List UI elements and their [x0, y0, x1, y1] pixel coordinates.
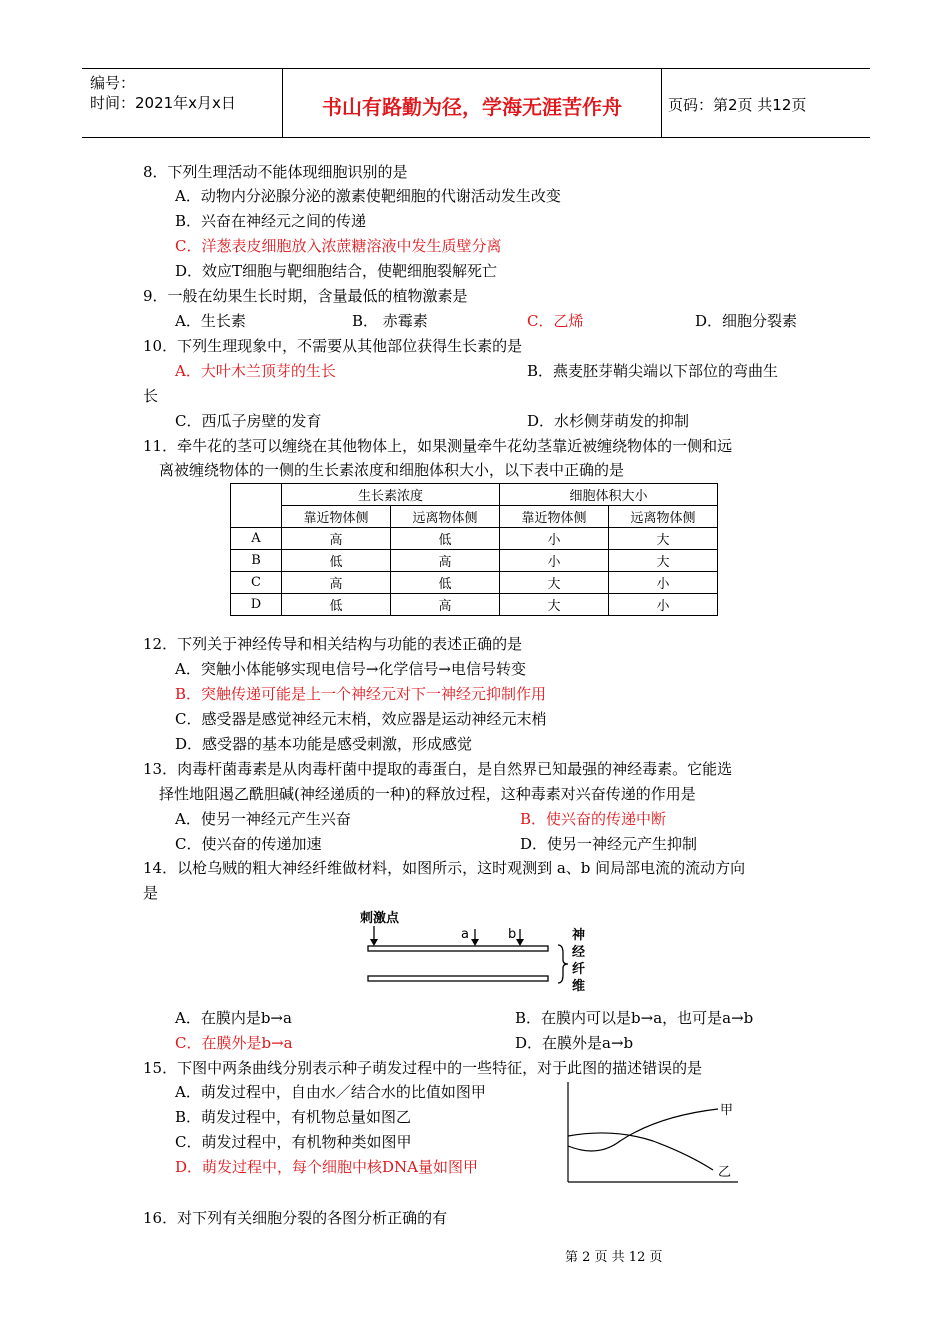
fiber-label-char: 维 — [572, 979, 586, 994]
table-cell: 低 — [282, 594, 391, 616]
table-subheader: 靠近物体侧 — [282, 506, 391, 528]
q15-option-d: D．萌发过程中，每个细胞中核DNA量如图甲 — [175, 1158, 479, 1176]
header-motto-cell — [283, 69, 662, 137]
q8-option-d: D．效应T细胞与靶细胞结合，使靶细胞裂解死亡 — [175, 262, 498, 280]
table-cell: 低 — [391, 528, 500, 550]
page-footer: 第 2 页 共 12 页 — [565, 1250, 663, 1265]
q13-option-d: D．使另一神经元产生抑制 — [520, 835, 698, 853]
q10-stem: 10．下列生理现象中，不需要从其他部位获得生长素的是 — [143, 337, 523, 355]
table-cell: C — [231, 572, 282, 594]
table-cell: 低 — [282, 550, 391, 572]
q9-stem: 9．一般在幼果生长时期，含量最低的植物激素是 — [143, 287, 468, 305]
q8-option-b: B．兴奋在神经元之间的传递 — [175, 212, 367, 230]
table-cell: 大 — [609, 528, 718, 550]
table-row — [231, 572, 718, 594]
page-label: 页码：第2页 共12页 — [668, 96, 807, 114]
point-a-arrowhead — [471, 939, 479, 946]
q15-stem: 15．下图中两条曲线分别表示种子萌发过程中的一些特征，对于此图的描述错误的是 — [143, 1059, 703, 1077]
serial-label: 编号： — [90, 74, 136, 92]
stimulus-arrowhead — [370, 939, 378, 946]
table-cell: 小 — [609, 594, 718, 616]
motto: 书山有路勤为径，学海无涯苦作舟 — [322, 95, 622, 119]
point-b-label: b — [508, 927, 517, 942]
q13-option-a: A．使另一神经元产生兴奋 — [175, 810, 351, 828]
table-cell: A — [231, 528, 282, 550]
table-cell: 高 — [282, 572, 391, 594]
q14-option-a: A．在膜内是b→a — [175, 1009, 292, 1027]
q10-option-d: D．水杉侧芽萌发的抑制 — [527, 412, 690, 430]
q12-option-d: D．感受器的基本功能是感受刺激，形成感觉 — [175, 735, 473, 753]
q9-option-d: D．细胞分裂素 — [695, 312, 798, 330]
table-cell: 高 — [391, 550, 500, 572]
q10-option-c: C．西瓜子房壁的发育 — [175, 412, 322, 430]
point-b-arrowhead — [516, 939, 524, 946]
fiber-label-char: 神 — [572, 928, 586, 943]
table-cell: 大 — [500, 594, 609, 616]
q9-option-c: C．乙烯 — [527, 312, 584, 330]
nerve-fiber-diagram — [358, 905, 598, 995]
table-group-header: 生长素浓度 — [282, 484, 500, 506]
q15-option-c: C．萌发过程中，有机物种类如图甲 — [175, 1133, 412, 1151]
table-cell: 低 — [391, 572, 500, 594]
q13-stem-1: 13．肉毒杆菌毒素是从肉毒杆菌中提取的毒蛋白，是自然界已知最强的神经毒素。它能选 — [143, 760, 733, 778]
q13-option-b: B．使兴奋的传递中断 — [520, 810, 667, 828]
q14-stem-2: 是 — [143, 884, 159, 902]
stimulus-point-label: 刺激点 — [360, 911, 400, 926]
q14-stem-1: 14．以枪乌贼的粗大神经纤维做材料，如图所示，这时观测到 a、b 间局部电流的流动方向 — [143, 859, 746, 877]
curve-jia — [568, 1109, 718, 1151]
q11-stem-1: 11．牵牛花的茎可以缠绕在其他物体上，如果测量牵牛花幼茎靠近被缠绕物体的一侧和远 — [143, 437, 733, 455]
table-cell: 小 — [500, 528, 609, 550]
q10-option-a: A．大叶木兰顶芽的生长 — [175, 362, 336, 380]
table-cell: 高 — [282, 528, 391, 550]
table-group-header: 细胞体积大小 — [500, 484, 718, 506]
table-row — [231, 550, 718, 572]
q8-option-c: C．洋葱表皮细胞放入浓蔗糖溶液中发生质壁分离 — [175, 237, 502, 255]
q14-option-c: C．在膜外是b→a — [175, 1034, 293, 1052]
q11-stem-2: 离被缠绕物体的一侧的生长素浓度和细胞体积大小，以下表中正确的是 — [159, 461, 625, 479]
q15-option-b: B．萌发过程中，有机物总量如图乙 — [175, 1108, 412, 1126]
q12-option-b: B．突触传递可能是上一个神经元对下一神经元抑制作用 — [175, 685, 547, 703]
table-subheader-row — [231, 506, 718, 528]
table-row — [231, 594, 718, 616]
q9-option-a: A．生长素 — [175, 312, 246, 330]
table-cell: 大 — [500, 572, 609, 594]
fiber-membrane-bottom — [368, 976, 548, 981]
curve-jia-label: 甲 — [720, 1103, 734, 1118]
table-subheader: 远离物体侧 — [609, 506, 718, 528]
table-subheader: 靠近物体侧 — [500, 506, 609, 528]
table-corner — [231, 484, 282, 528]
fiber-brace — [558, 945, 568, 983]
header-page-cell — [662, 69, 870, 137]
q8-stem: 8．下列生理活动不能体现细胞识别的是 — [143, 163, 408, 181]
time-label: 时间：2021年x月x日 — [90, 94, 236, 112]
table-cell: D — [231, 594, 282, 616]
fiber-label-char: 纤 — [572, 962, 586, 977]
q12-option-a: A．突触小体能够实现电信号→化学信号→电信号转变 — [175, 660, 526, 678]
q8-option-a: A．动物内分泌腺分泌的激素使靶细胞的代谢活动发生改变 — [175, 187, 561, 205]
fiber-membrane-top — [368, 946, 548, 951]
table-header-row — [231, 484, 718, 506]
q13-option-c: C．使兴奋的传递加速 — [175, 835, 322, 853]
table-cell: 大 — [609, 550, 718, 572]
table-cell: 高 — [391, 594, 500, 616]
header-info-cell — [82, 69, 283, 137]
q12-stem: 12．下列关于神经传导和相关结构与功能的表述正确的是 — [143, 635, 523, 653]
q15-option-a: A．萌发过程中，自由水／结合水的比值如图甲 — [175, 1083, 486, 1101]
q10-option-b-cont: 长 — [143, 387, 159, 405]
table-cell: 小 — [609, 572, 718, 594]
q14-option-b: B．在膜内可以是b→a，也可是a→b — [515, 1009, 754, 1027]
q14-option-d: D．在膜外是a→b — [515, 1034, 634, 1052]
page-header — [82, 68, 870, 138]
table-cell: 小 — [500, 550, 609, 572]
fiber-label-char: 经 — [572, 945, 586, 960]
q10-option-b: B．燕麦胚芽鞘尖端以下部位的弯曲生 — [527, 362, 779, 380]
point-a-label: a — [461, 927, 469, 942]
curve-yi-label: 乙 — [718, 1165, 732, 1180]
q11-table — [230, 483, 718, 616]
q12-option-c: C．感受器是感觉神经元末梢，效应器是运动神经元末梢 — [175, 710, 547, 728]
q13-stem-2: 择性地阻遏乙酰胆碱(神经递质的一种)的释放过程，这种毒素对兴奋传递的作用是 — [159, 785, 696, 803]
q16-stem: 16．对下列有关细胞分裂的各图分析正确的有 — [143, 1209, 448, 1227]
table-cell: B — [231, 550, 282, 572]
table-row — [231, 528, 718, 550]
q9-option-b: B． 赤霉素 — [352, 312, 428, 330]
table-subheader: 远离物体侧 — [391, 506, 500, 528]
germination-curve-graph — [558, 1078, 743, 1188]
